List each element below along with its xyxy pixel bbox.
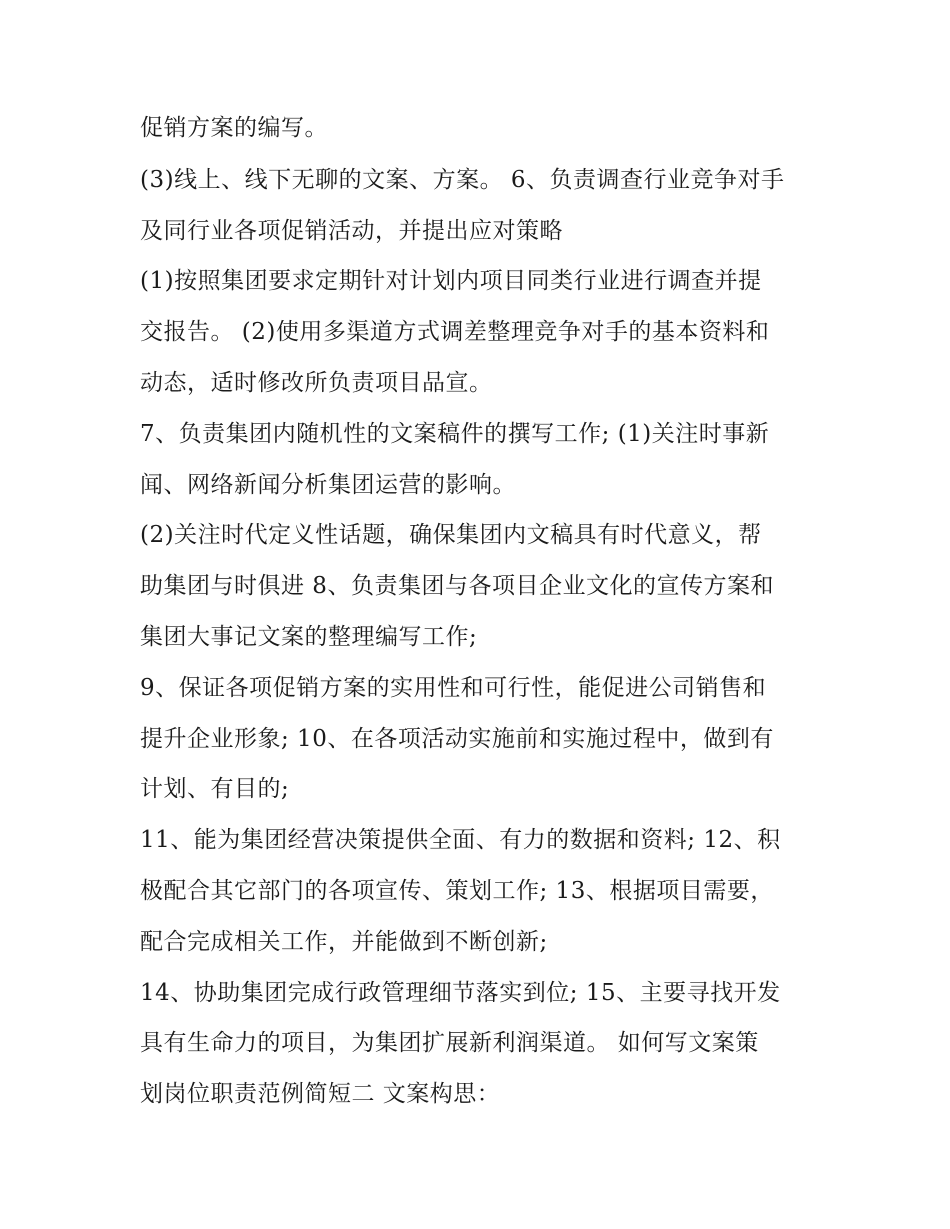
text-line: 促销方案的编写。 — [140, 115, 328, 141]
text-line: 14、协助集团完成行政管理细节落实到位; 15、主要寻找开发 — [140, 980, 781, 1006]
text-line: 动态，适时修改所负责项目品宣。 — [140, 370, 493, 396]
text-line: 配合完成相关工作，并能做到不断创新; — [140, 929, 548, 955]
text-line: 极配合其它部门的各项宣传、策划工作; 13、根据项目需要， — [140, 878, 774, 904]
text-line: 7、负责集团内随机性的文案稿件的撰写工作; (1)关注时事新 — [140, 421, 770, 447]
text-line: (1)按照集团要求定期针对计划内项目同类行业进行调查并提 — [140, 268, 762, 294]
text-line: 集团大事记文案的整理编写工作; — [140, 624, 478, 650]
text-line: (2)关注时代定义性话题，确保集团内文稿具有时代意义，帮 — [140, 522, 762, 548]
text-line: 具有生命力的项目，为集团扩展新利润渠道。 如何写文案策 — [140, 1030, 759, 1056]
text-line: 9、保证各项促销方案的实用性和可行性，能促进公司销售和 — [140, 675, 767, 701]
text-line: 交报告。 (2)使用多渠道方式调差整理竞争对手的基本资料和 — [140, 319, 770, 345]
text-line: 提升企业形象; 10、在各项活动实施前和实施过程中，做到有 — [140, 726, 774, 752]
text-line: 助集团与时俱进 8、负责集团与各项目企业文化的宣传方案和 — [140, 573, 774, 599]
text-line: 及同行业各项促销活动，并提出应对策略 — [140, 218, 563, 244]
text-line: (3)线上、线下无聊的文案、方案。 6、负责调查行业竞争对手 — [140, 167, 785, 193]
text-line: 划岗位职责范例简短二 文案构思： — [140, 1081, 501, 1107]
text-line: 闻、网络新闻分析集团运营的影响。 — [140, 472, 516, 498]
text-line: 11、能为集团经营决策提供全面、有力的数据和资料; 12、积 — [140, 827, 781, 853]
text-line: 计划、有目的; — [140, 776, 290, 802]
